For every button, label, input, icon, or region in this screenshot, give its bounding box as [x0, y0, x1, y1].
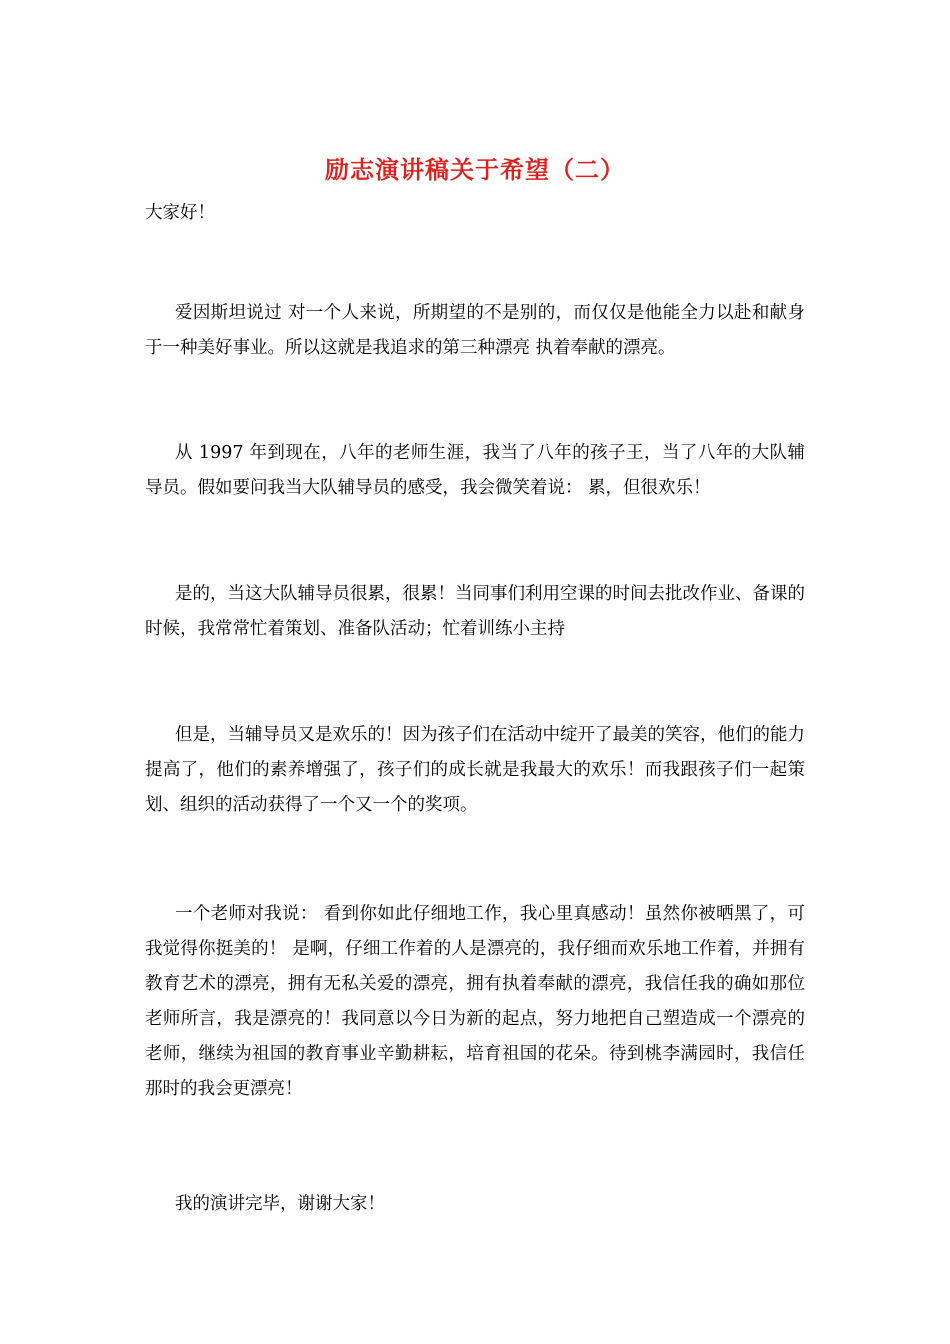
document-title: 励志演讲稿关于希望（二）	[325, 155, 625, 184]
closing: 我的演讲完毕，谢谢大家！	[175, 1194, 385, 1214]
paragraph-5: 一个老师对我说： 看到你如此仔细地工作，我心里真感动！虽然你被晒黑了，可我觉得你挺美的！ 是啊，仔细工作着的人是漂亮的，我仔细而欢乐地工作着，并拥有教育艺术的漂亮，拥有无私关爱的漂亮，拥有执着奉献的漂亮，我信任我的确如那位老师所言，我是漂亮的！我同意以今日为新的起点，努力地把自己塑造成一个漂亮的老师，继续为祖国的教育事业辛勤耕耘，培育祖国的花朵。待到桃李满园时，我信任那时的我会更漂亮！	[145, 904, 805, 1099]
paragraph-3: 是的，当这大队辅导员很累，很累！当同事们利用空课的时间去批改作业、备课的时候，我常常忙着策划、准备队活动；忙着训练小主持	[145, 584, 805, 639]
greeting: 大家好！	[145, 203, 215, 223]
paragraph-4: 但是，当辅导员又是欢乐的！因为孩子们在活动中绽开了最美的笑容，他们的能力提高了，他们的素养增强了，孩子们的成长就是我最大的欢乐！而我跟孩子们一起策划、组织的活动获得了一个又一个的奖项。	[145, 725, 805, 815]
paragraph-1: 爱因斯坦说过 对一个人来说，所期望的不是别的，而仅仅是他能全力以赴和献身于一种美好事业。所以这就是我追求的第三种漂亮 执着奉献的漂亮。	[145, 303, 805, 358]
paragraph-2: 从 1997 年到现在，八年的老师生涯，我当了八年的孩子王，当了八年的大队辅导员。假如要问我当大队辅导员的感受，我会微笑着说： 累，但很欢乐！	[145, 443, 805, 498]
